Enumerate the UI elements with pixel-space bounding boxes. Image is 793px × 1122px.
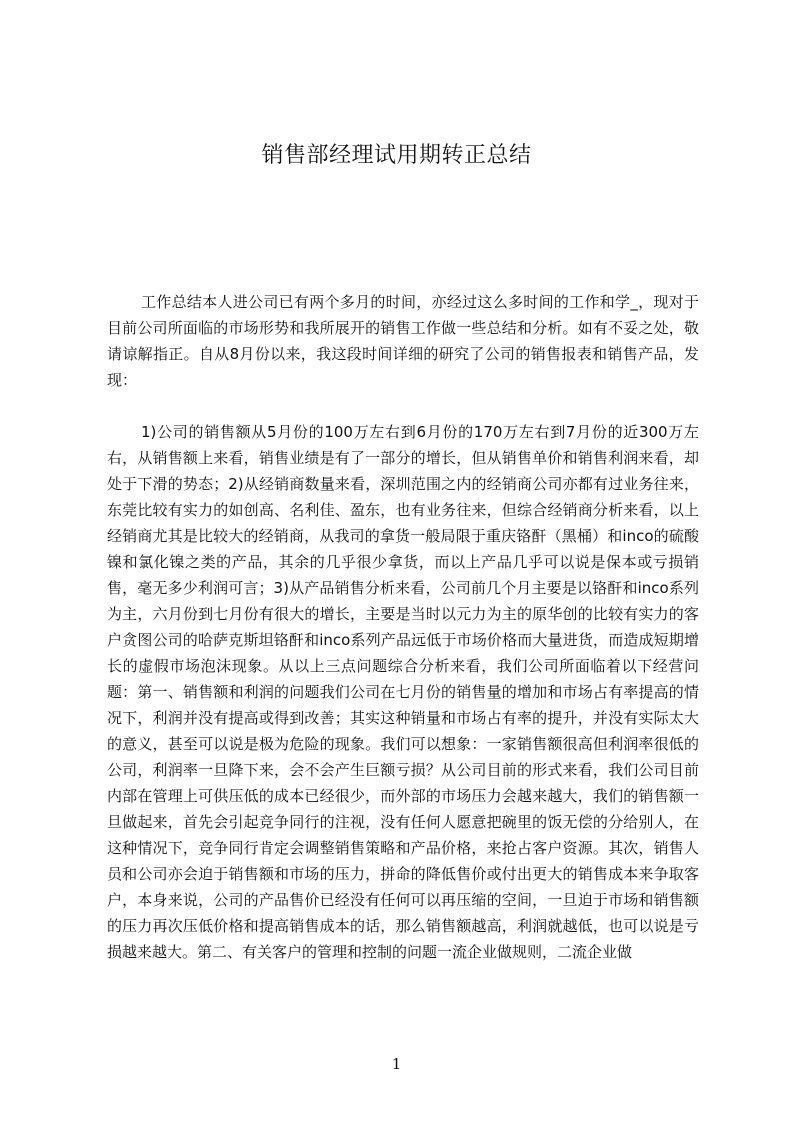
document-title: 销售部经理试用期转正总结: [261, 143, 532, 168]
page-number: 1: [391, 1055, 402, 1073]
paragraph-intro: 工作总结本人进公司已有两个多月的时间，亦经过这么多时间的工作和学_，现对于目前公司所面临的市场形势和我所展开的销售工作做一些总结和分析。如有不妥之处，敬请谅解指正。自从8月份以来，我这段时间详细的研究了公司的销售报表和销售产品，发现：: [107, 293, 699, 389]
paragraph-analysis: 1)公司的销售额从5月份的100万左右到6月份的170万左右到7月份的近300万左右，从销售额上来看，销售业绩是有了一部分的增长，但从销售单价和销售利润来看，却处于下滑的势态；2)从经销商数量来看，深圳范围之内的经销商公司亦都有过业务往来，东莞比较有实力的如创高、名利佳、盈东，也有业务往来，但综合经销商分析来看，以上经销商尤其是比较大的经销商，从我司的拿货一般局限于重庆铬酐（黑桶）和inco的硫酸镍和氯化镍之类的产品，其余的几乎很少拿货，而以上产品几乎可以说是保本或亏损销售，毫无多少利润可言；3)从产品销售分析来看，公司前几个月主要是以铬酐和inco系列为主，六月份到七月份有很大的增长，主要是当时以元力为主的原华创的比较有实力的客户贪图公司的哈萨克斯坦铬酐和inco系列产品远低于市场价格而大量进货，而造成短期增长的虚假市场泡沫现象。从以上三点问题综合分析来看，我们公司所面临着以下经营问题：第一、销售额和利润的问题我们公司在七月份的销售量的增加和市场占有率提高的情况下，利润并没有提高或得到改善；其实这种销量和市场占有率的提升，并没有实际太大的意义，甚至可以说是极为危险的现象。我们可以想象：一家销售额很高但利润率很低的公司，利润率一旦降下来，会不会产生巨额亏损？从公司目前的形式来看，我们公司目前内部在管理上可供压低的成本已经很少，而外部的市场压力会越来越大，我们的销售额一旦做起来，首先会引起竞争同行的注视，没有任何人愿意把碗里的饭无偿的分给别人，在这种情况下，竞争同行肯定会调整销售策略和产品价格，来抢占客户资源。其次，销售人员和公司亦会迫于销售额和市场的压力，拼命的降低售价或付出更大的销售成本来争取客户，本身来说，公司的产品售价已经没有任何可以再压缩的空间，一旦迫于市场和销售额的压力再次压低价格和提高销售成本的话，那么销售额越高，利润就越低，也可以说是亏损越来越大。第二、有关客户的管理和控制的问题一流企业做规则，二流企业做: [107, 423, 699, 961]
